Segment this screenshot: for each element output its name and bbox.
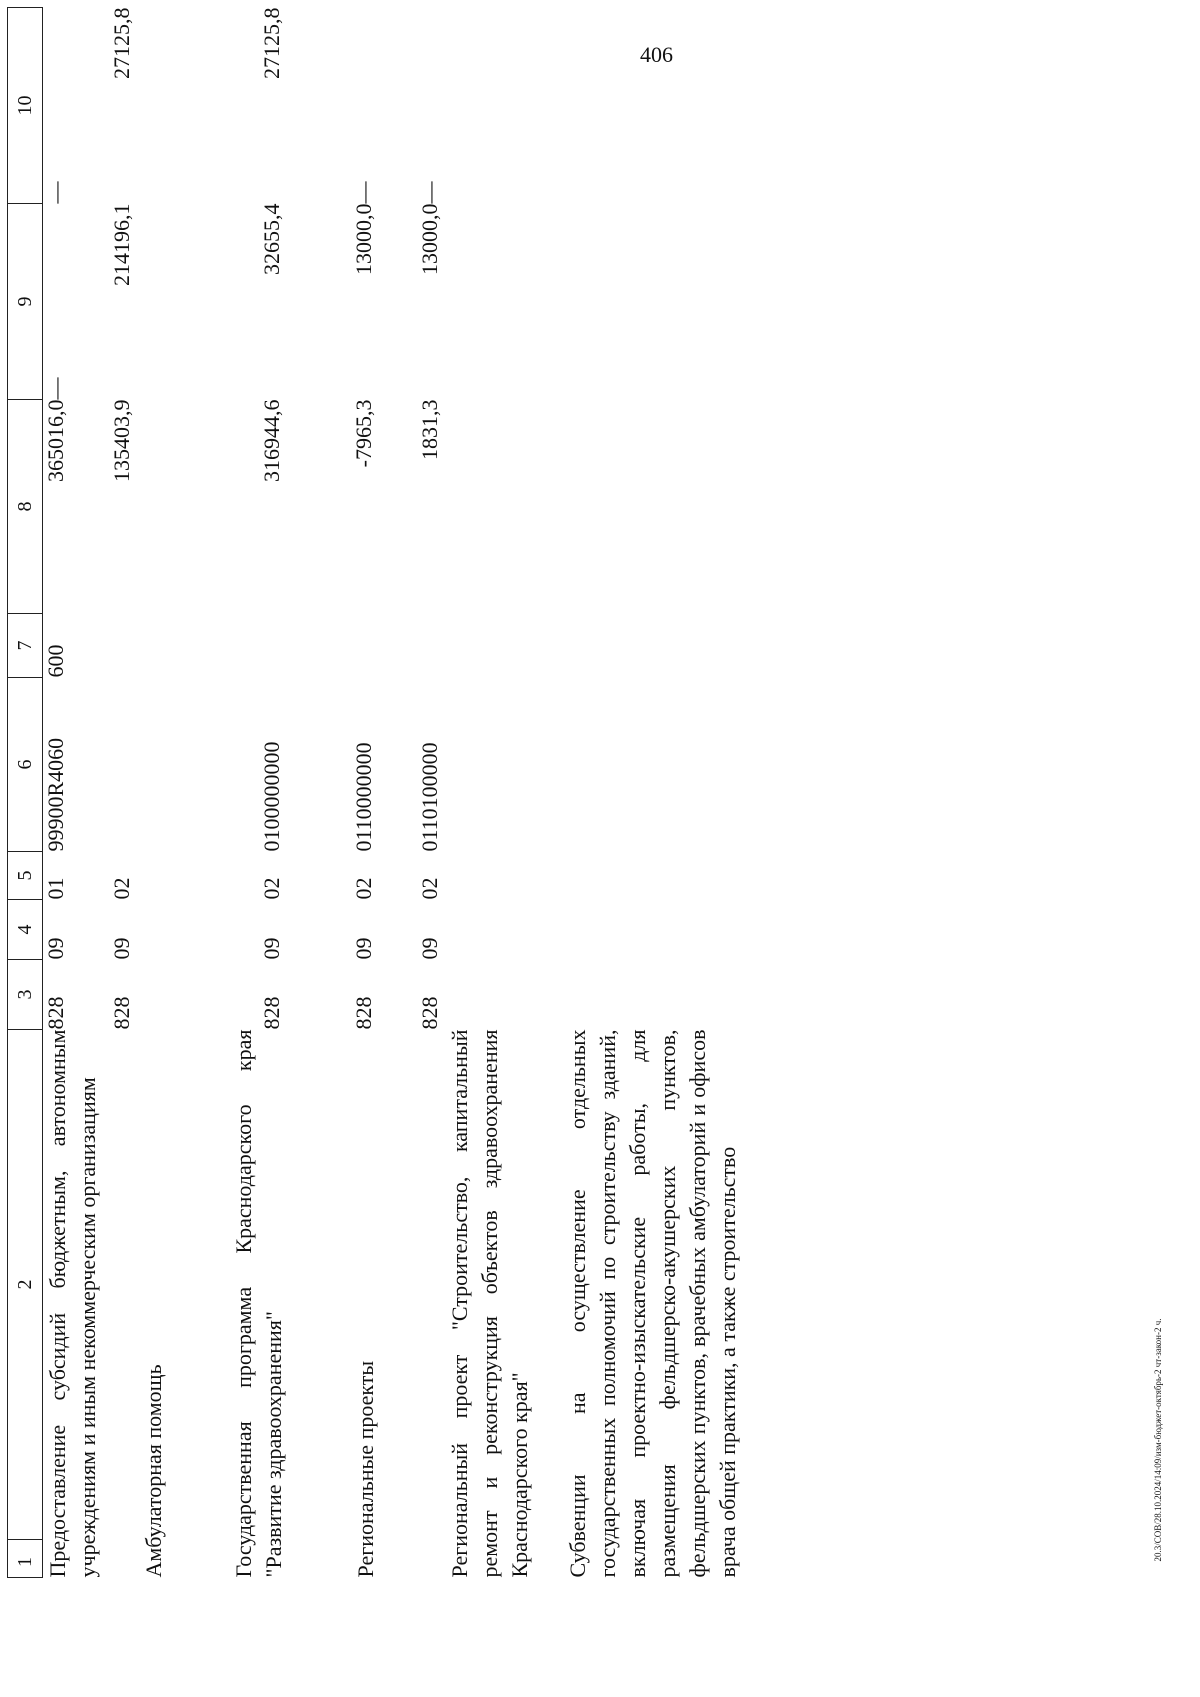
row-c7 bbox=[535, 614, 743, 678]
header-col-3: 3 bbox=[8, 960, 43, 1030]
row-c6 bbox=[109, 678, 205, 852]
table-row bbox=[109, 8, 205, 1578]
row-c8: -7965,3 bbox=[351, 399, 376, 468]
row-c6 bbox=[535, 678, 743, 852]
footer-code: 20.3/СОВ/28.10.2024/14:09/изм-бюджет-октябрь-2 чт-закон-2 ч. bbox=[1153, 1318, 1163, 1562]
row-c10 bbox=[535, 8, 743, 204]
row-c5 bbox=[535, 852, 743, 900]
header-col-8: 8 bbox=[8, 400, 43, 614]
header-col-4: 4 bbox=[8, 900, 43, 960]
row-c3: 828 bbox=[351, 996, 376, 1030]
row-c9: 214196,1 bbox=[109, 203, 134, 286]
table-row bbox=[417, 8, 535, 1578]
row-c8 bbox=[535, 400, 743, 614]
header-col-10: 10 bbox=[8, 8, 43, 204]
row-c10: — bbox=[43, 181, 68, 204]
header-row bbox=[8, 8, 43, 1578]
row-c5: 01 bbox=[43, 877, 68, 900]
row-c3 bbox=[535, 960, 743, 1030]
row-c9: — bbox=[43, 377, 68, 400]
row-name: Государственная программа Краснодарского края "Развитие здравоохранения" bbox=[231, 1029, 286, 1578]
row-name: Региональные проекты bbox=[353, 1360, 378, 1578]
row-c3: 828 bbox=[109, 996, 134, 1030]
row-c9: 13000,0 bbox=[417, 203, 442, 275]
row-c9: 32655,4 bbox=[259, 203, 284, 275]
row-c9: 13000,0 bbox=[351, 203, 376, 275]
row-name: Предоставление субсидий бюджетным, автономным учреждениям и иным некоммерческим организациям bbox=[45, 1029, 100, 1578]
row-c5: 02 bbox=[417, 877, 442, 900]
row-c5: 02 bbox=[351, 877, 376, 900]
row-name: Субвенции на осуществление отдельных государственных полномочий по строительству зданий, включая проектно-изыскательские работы, для размещения фельдшерско-акушерских пунктов, фельдшерских пунктов, врачебных амбулаторий и офисов врача общей практики, а также строительство bbox=[565, 1029, 740, 1578]
row-c4: 09 bbox=[259, 937, 284, 960]
row-c4: 09 bbox=[43, 937, 68, 960]
row-c3: 828 bbox=[417, 996, 442, 1030]
row-c8: 1831,3 bbox=[417, 399, 442, 460]
row-c8: 316944,6 bbox=[259, 399, 284, 482]
header-col-5: 5 bbox=[8, 852, 43, 900]
header-col-7: 7 bbox=[8, 614, 43, 678]
row-c4 bbox=[535, 900, 743, 960]
header-col-1: 1 bbox=[8, 1540, 43, 1578]
row-c6: 99900R4060 bbox=[43, 737, 68, 852]
row-c10: — bbox=[417, 181, 442, 204]
header-col-9: 9 bbox=[8, 204, 43, 400]
row-c10: 27125,8 bbox=[109, 7, 134, 79]
row-c10: 27125,8 bbox=[259, 7, 284, 79]
header-col-6: 6 bbox=[8, 678, 43, 852]
row-c4: 09 bbox=[351, 937, 376, 960]
row-c3: 828 bbox=[43, 996, 68, 1030]
rotated-table-block bbox=[7, 8, 1087, 1578]
row-c6: 0110000000 bbox=[351, 742, 376, 852]
row-c5: 02 bbox=[259, 877, 284, 900]
row-c4: 09 bbox=[109, 937, 134, 960]
row-c7: 600 bbox=[43, 644, 68, 678]
row-c4: 09 bbox=[417, 937, 442, 960]
table-row bbox=[205, 8, 325, 1578]
row-c7 bbox=[417, 614, 535, 678]
row-c9 bbox=[535, 204, 743, 400]
row-c6: 0100000000 bbox=[259, 741, 284, 852]
row-c7 bbox=[325, 614, 417, 678]
page-number: 406 bbox=[640, 42, 673, 67]
table-row bbox=[535, 8, 743, 1578]
row-c7 bbox=[205, 614, 325, 678]
row-c10: — bbox=[351, 181, 376, 204]
row-c6: 0110100000 bbox=[417, 742, 442, 852]
table-row bbox=[43, 8, 110, 1578]
row-c8: 135403,9 bbox=[109, 399, 134, 482]
row-name: Амбулаторная помощь bbox=[141, 1364, 166, 1578]
row-name: Региональный проект "Строительство, капитальный ремонт и реконструкция объектов здравоохранения Краснодарского края" bbox=[447, 1029, 532, 1578]
row-c3: 828 bbox=[259, 996, 284, 1030]
row-c7 bbox=[109, 614, 205, 678]
row-c5: 02 bbox=[109, 877, 134, 900]
row-c8: 365016,0 bbox=[43, 399, 68, 482]
table-row bbox=[325, 8, 417, 1578]
header-col-2: 2 bbox=[8, 1030, 43, 1540]
budget-table bbox=[7, 7, 743, 1578]
